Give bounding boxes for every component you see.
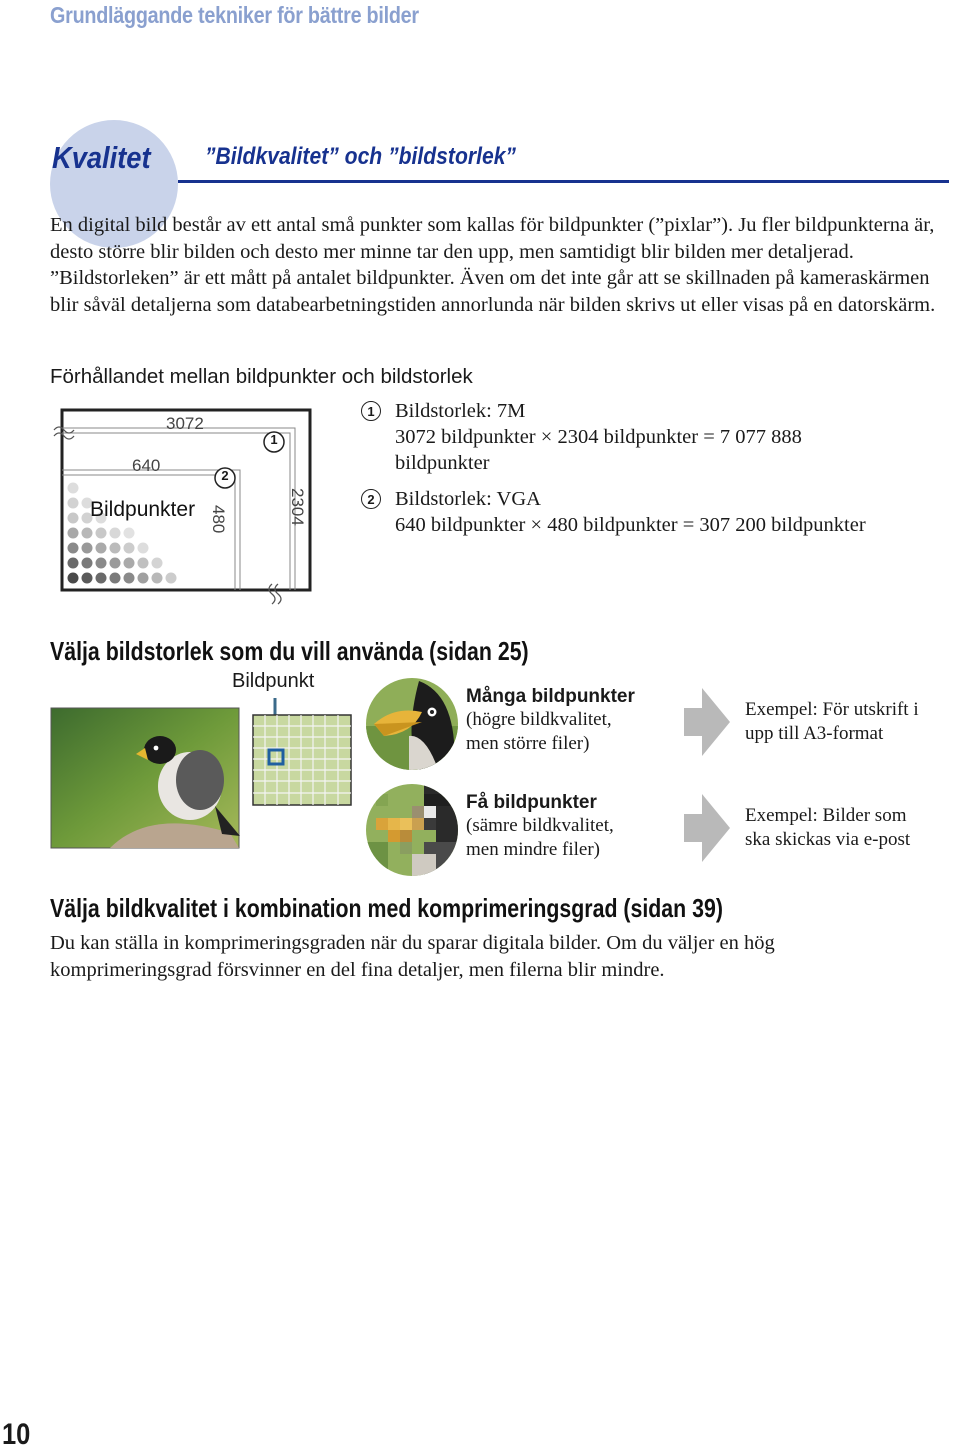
page-number: 10 [2, 1418, 31, 1451]
height-small-label: 480 [209, 505, 228, 534]
many-pixels-desc-2: men större filer) [466, 733, 590, 754]
size-item-detail: 640 bildpunkter × 480 bildpunkter = 307 200 bildpunkter [395, 514, 866, 536]
few-pixels-block [466, 792, 614, 862]
width-large-label: 3072 [166, 414, 204, 433]
few-example-line-1: Exempel: Bilder som [745, 805, 907, 826]
pixel-label: Bildpunkt [232, 670, 315, 692]
few-example-line-2: ska skickas via e-post [745, 829, 911, 850]
section-rule [178, 180, 949, 183]
many-example-line-2: upp till A3-format [745, 723, 884, 744]
bird-head-sharp [364, 676, 460, 772]
many-pixels-title: Många bildpunkter [466, 686, 635, 707]
size-item-title: Bildstorlek: 7M [395, 400, 526, 422]
intro-paragraph: En digital bild består av ett antal små punkter som kallas för bildpunkter (”pixlar”). Ju fler bildpunkterna är, desto större blir bilden och desto mer minne tar den upp, men samtidigt blir bilden mer detaljerad. ”Bildstorleken” är ett mått på antalet bildpunkter. Även om det inte går att se skillnaden på kameraskärmen blir såväl detaljerna som databearbetningstiden annorlunda när bilden skrivs ut eller visas på en datorskärm. [50, 214, 936, 316]
size-item-detail: 3072 bildpunkter × 2304 bildpunkter = 7 077 888 bildpunkter [395, 426, 802, 474]
few-example [745, 804, 910, 852]
choose-size-heading: Välja bildstorlek som du vill använda (sidan 25) [50, 636, 529, 666]
size-list [361, 398, 941, 538]
item-number-1: 1 [361, 401, 381, 421]
bird-head-pixelated [364, 782, 460, 878]
many-example [745, 698, 919, 746]
size-item-1 [361, 398, 941, 476]
pixels-label: Bildpunkter [90, 498, 196, 521]
diagram-marker-2: 2 [221, 468, 229, 483]
many-pixels-block [466, 686, 635, 756]
bird-photo [50, 688, 360, 850]
running-header: Grundläggande tekniker för bättre bilder [50, 2, 419, 28]
few-pixels-desc-1: (sämre bildkvalitet, [466, 815, 614, 836]
arrow-right-icon [684, 688, 730, 756]
few-pixels-title: Få bildpunkter [466, 792, 597, 813]
compression-paragraph: Du kan ställa in komprimeringsgraden när du sparar digitala bilder. Om du väljer en hög komprimeringsgrad försvinner en del fina detaljer, men filerna blir mindre. [50, 932, 775, 981]
few-pixels-desc-2: men mindre filer) [466, 839, 601, 860]
size-item-title: Bildstorlek: VGA [395, 488, 541, 510]
section-subtitle: ”Bildkvalitet” och ”bildstorlek” [205, 143, 516, 170]
size-item-2 [361, 486, 941, 538]
compression-heading: Välja bildkvalitet i kombination med komprimeringsgrad (sidan 39) [50, 893, 723, 923]
width-small-label: 640 [132, 456, 161, 475]
many-pixels-desc-1: (högre bildkvalitet, [466, 709, 612, 730]
section-label: Kvalitet [52, 140, 151, 175]
diagram-marker-1: 1 [270, 432, 278, 447]
many-example-line-1: Exempel: För utskrift i [745, 699, 919, 720]
diagram-heading: Förhållandet mellan bildpunkter och bildstorlek [50, 365, 473, 388]
arrow-right-icon [684, 794, 730, 862]
item-number-2: 2 [361, 489, 381, 509]
height-large-label: 2304 [288, 488, 307, 526]
